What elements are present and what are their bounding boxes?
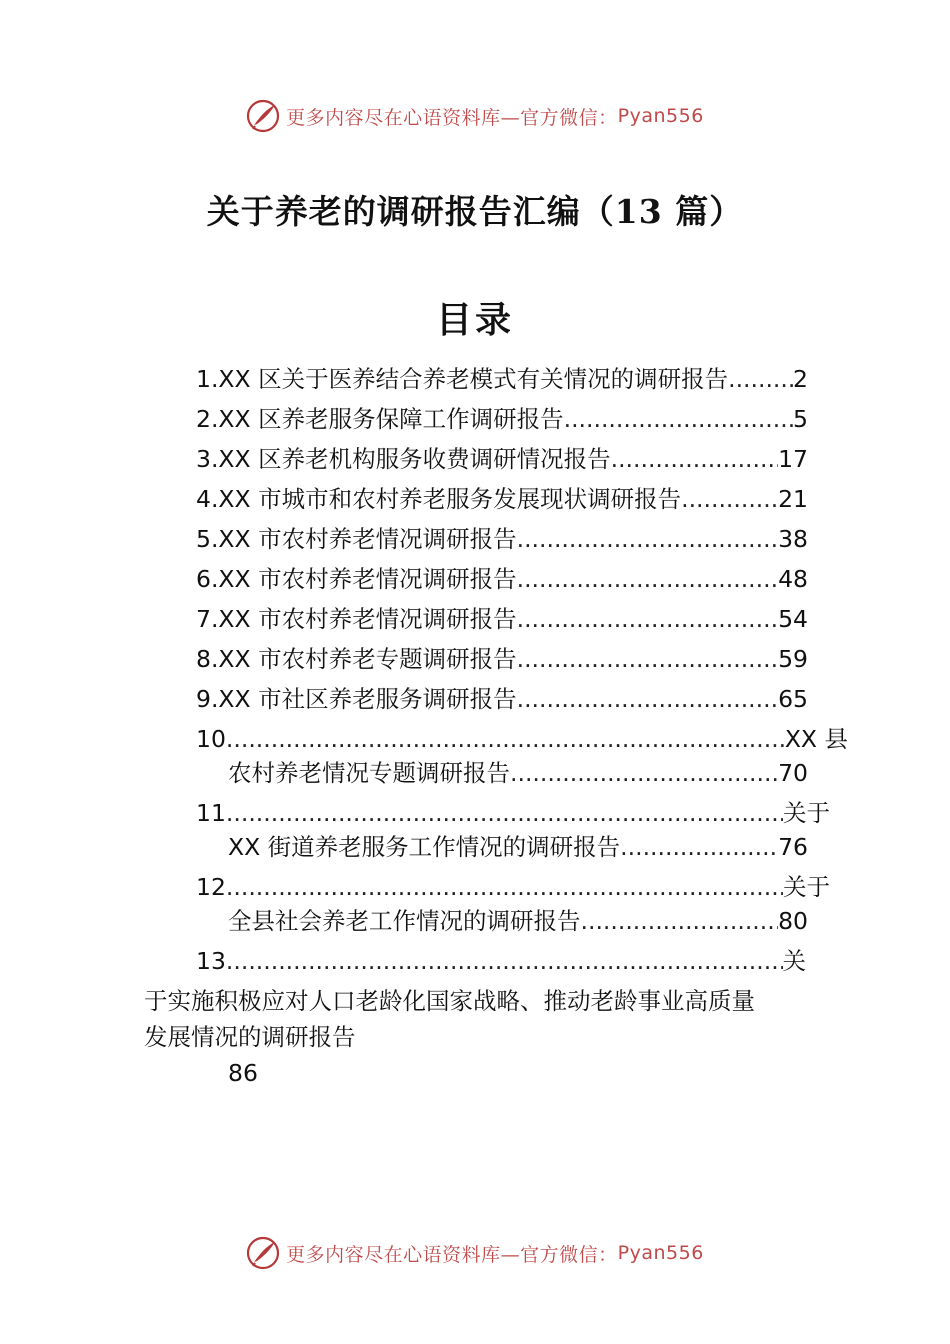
toc-entry-13-line2[interactable]: 于实施积极应对人口老龄化国家战略、推动老龄事业高质量 (144, 987, 755, 1015)
toc-entry-10-cont[interactable]: 农村养老情况专题调研报告 ..... 70 (228, 758, 808, 788)
header-banner (0, 96, 950, 136)
toc-entry-11[interactable]: 11 ..... 关于 (196, 798, 830, 828)
banner-text: 更多内容尽在心语资料库—官方微信： (286, 106, 618, 129)
toc-entry-6[interactable]: 6.XX 市农村养老情况调研报告 ..... 48 (196, 564, 808, 594)
quill-logo-icon (246, 1236, 280, 1270)
toc-entry-3[interactable]: 3.XX 区养老机构服务收费调研情况报告 ..... 17 (196, 444, 808, 474)
banner-text: 更多内容尽在心语资料库—官方微信： (286, 1243, 618, 1266)
toc-entry-11-cont[interactable]: XX 街道养老服务工作情况的调研报告 ..... 76 (228, 832, 808, 862)
toc-entry-8[interactable]: 8.XX 市农村养老专题调研报告 ..... 59 (196, 644, 808, 674)
quill-logo-icon (246, 99, 280, 133)
toc-entry-12-cont[interactable]: 全县社会养老工作情况的调研报告 ..... 80 (228, 906, 808, 936)
toc-entry-5[interactable]: 5.XX 市农村养老情况调研报告 ..... 38 (196, 524, 808, 554)
toc-entry-13-line3[interactable]: 发展情况的调研报告 (144, 1023, 356, 1051)
document-title: 关于养老的调研报告汇编（13 篇） (206, 192, 744, 231)
toc-entry-13[interactable]: 13 ..... 关 (196, 946, 806, 976)
toc-entry-2[interactable]: 2.XX 区养老服务保障工作调研报告 ..... 5 (196, 404, 808, 434)
banner-wechat-id: Pyan556 (617, 105, 704, 127)
toc-entry-12[interactable]: 12 ..... 关于 (196, 872, 830, 902)
toc-entry-4[interactable]: 4.XX 市城市和农村养老服务发展现状调研报告 ..... 21 (196, 484, 808, 514)
toc-heading: 目录 (435, 299, 514, 341)
toc-entry-7[interactable]: 7.XX 市农村养老情况调研报告 ..... 54 (196, 604, 808, 634)
toc-entry-10[interactable]: 10 ..... XX 县 (196, 724, 848, 754)
toc-entry-9[interactable]: 9.XX 市社区养老服务调研报告 ..... 65 (196, 684, 808, 714)
toc-entry-13-page[interactable]: 86 (228, 1059, 258, 1087)
banner-wechat-id: Pyan556 (617, 1242, 704, 1264)
toc-entry-1[interactable]: 1.XX 区关于医养结合养老模式有关情况的调研报告 ..... 2 (196, 364, 808, 394)
footer-banner (0, 1233, 950, 1273)
